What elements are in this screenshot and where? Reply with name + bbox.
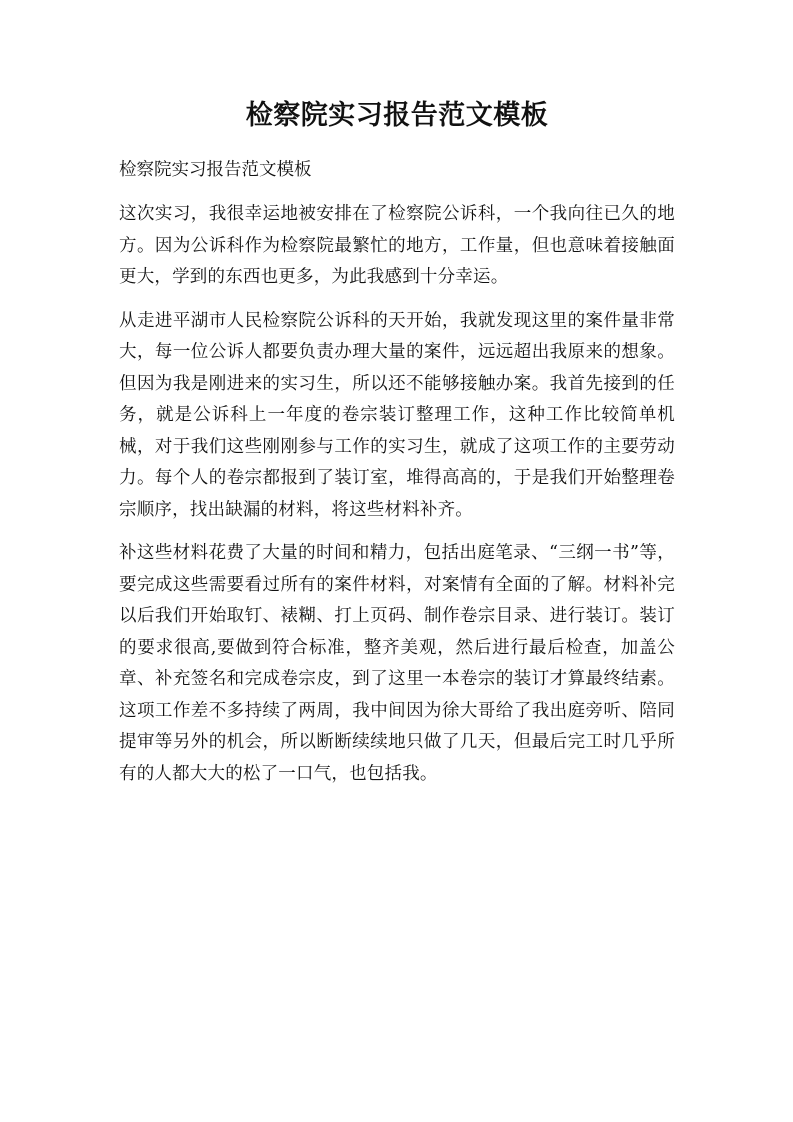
document-body — [119, 96, 675, 802]
paragraph-2: 从走进平湖市人民检察院公诉科的天开始，我就发现这里的案件量非常大，每一位公诉人都要负责办理大量的案件，远远超出我原来的想象。但因为我是刚进来的实习生，所以还不能够接触办案。我首先接到的任务，就是公诉科上一年度的卷宗装订整理工作，这种工作比较简单机械，对于我们这些刚刚参与工作的实习生，就成了这项工作的主要劳动力。每个人的卷宗都报到了装订室，堆得高高的，于是我们开始整理卷宗顺序，找出缺漏的材料，将这些材料补齐。 — [119, 310, 675, 520]
paragraph-1: 这次实习，我很幸运地被安排在了检察院公诉科，一个我向往已久的地方。因为公诉科作为检察院最繁忙的地方，工作量，但也意味着接触面更大，学到的东西也更多，为此我感到十分幸运。 — [119, 204, 675, 287]
document-subtitle: 检察院实习报告范文模板 — [119, 160, 312, 180]
paragraph-3: 补这些材料花费了大量的时间和精力，包括出庭笔录、“三纲一书”等，要完成这些需要看过所有的案件材料，对案情有全面的了解。材料补完以后我们开始取钉、裱糊、打上页码、制作卷宗目录、进行装订。装订的要求很高,要做到符合标准，整齐美观，然后进行最后检查，加盖公章、补充签名和完成卷宗皮，到了这里一本卷宗的装订才算最终结素。这项工作差不多持续了两周，我中间因为徐大哥给了我出庭旁听、陪同提审等另外的机会，所以断断续续地只做了几天，但最后完工时几乎所有的人都大大的松了一口气，也包括我。 — [119, 543, 675, 784]
document-title: 检察院实习报告范文模板 — [245, 100, 549, 131]
